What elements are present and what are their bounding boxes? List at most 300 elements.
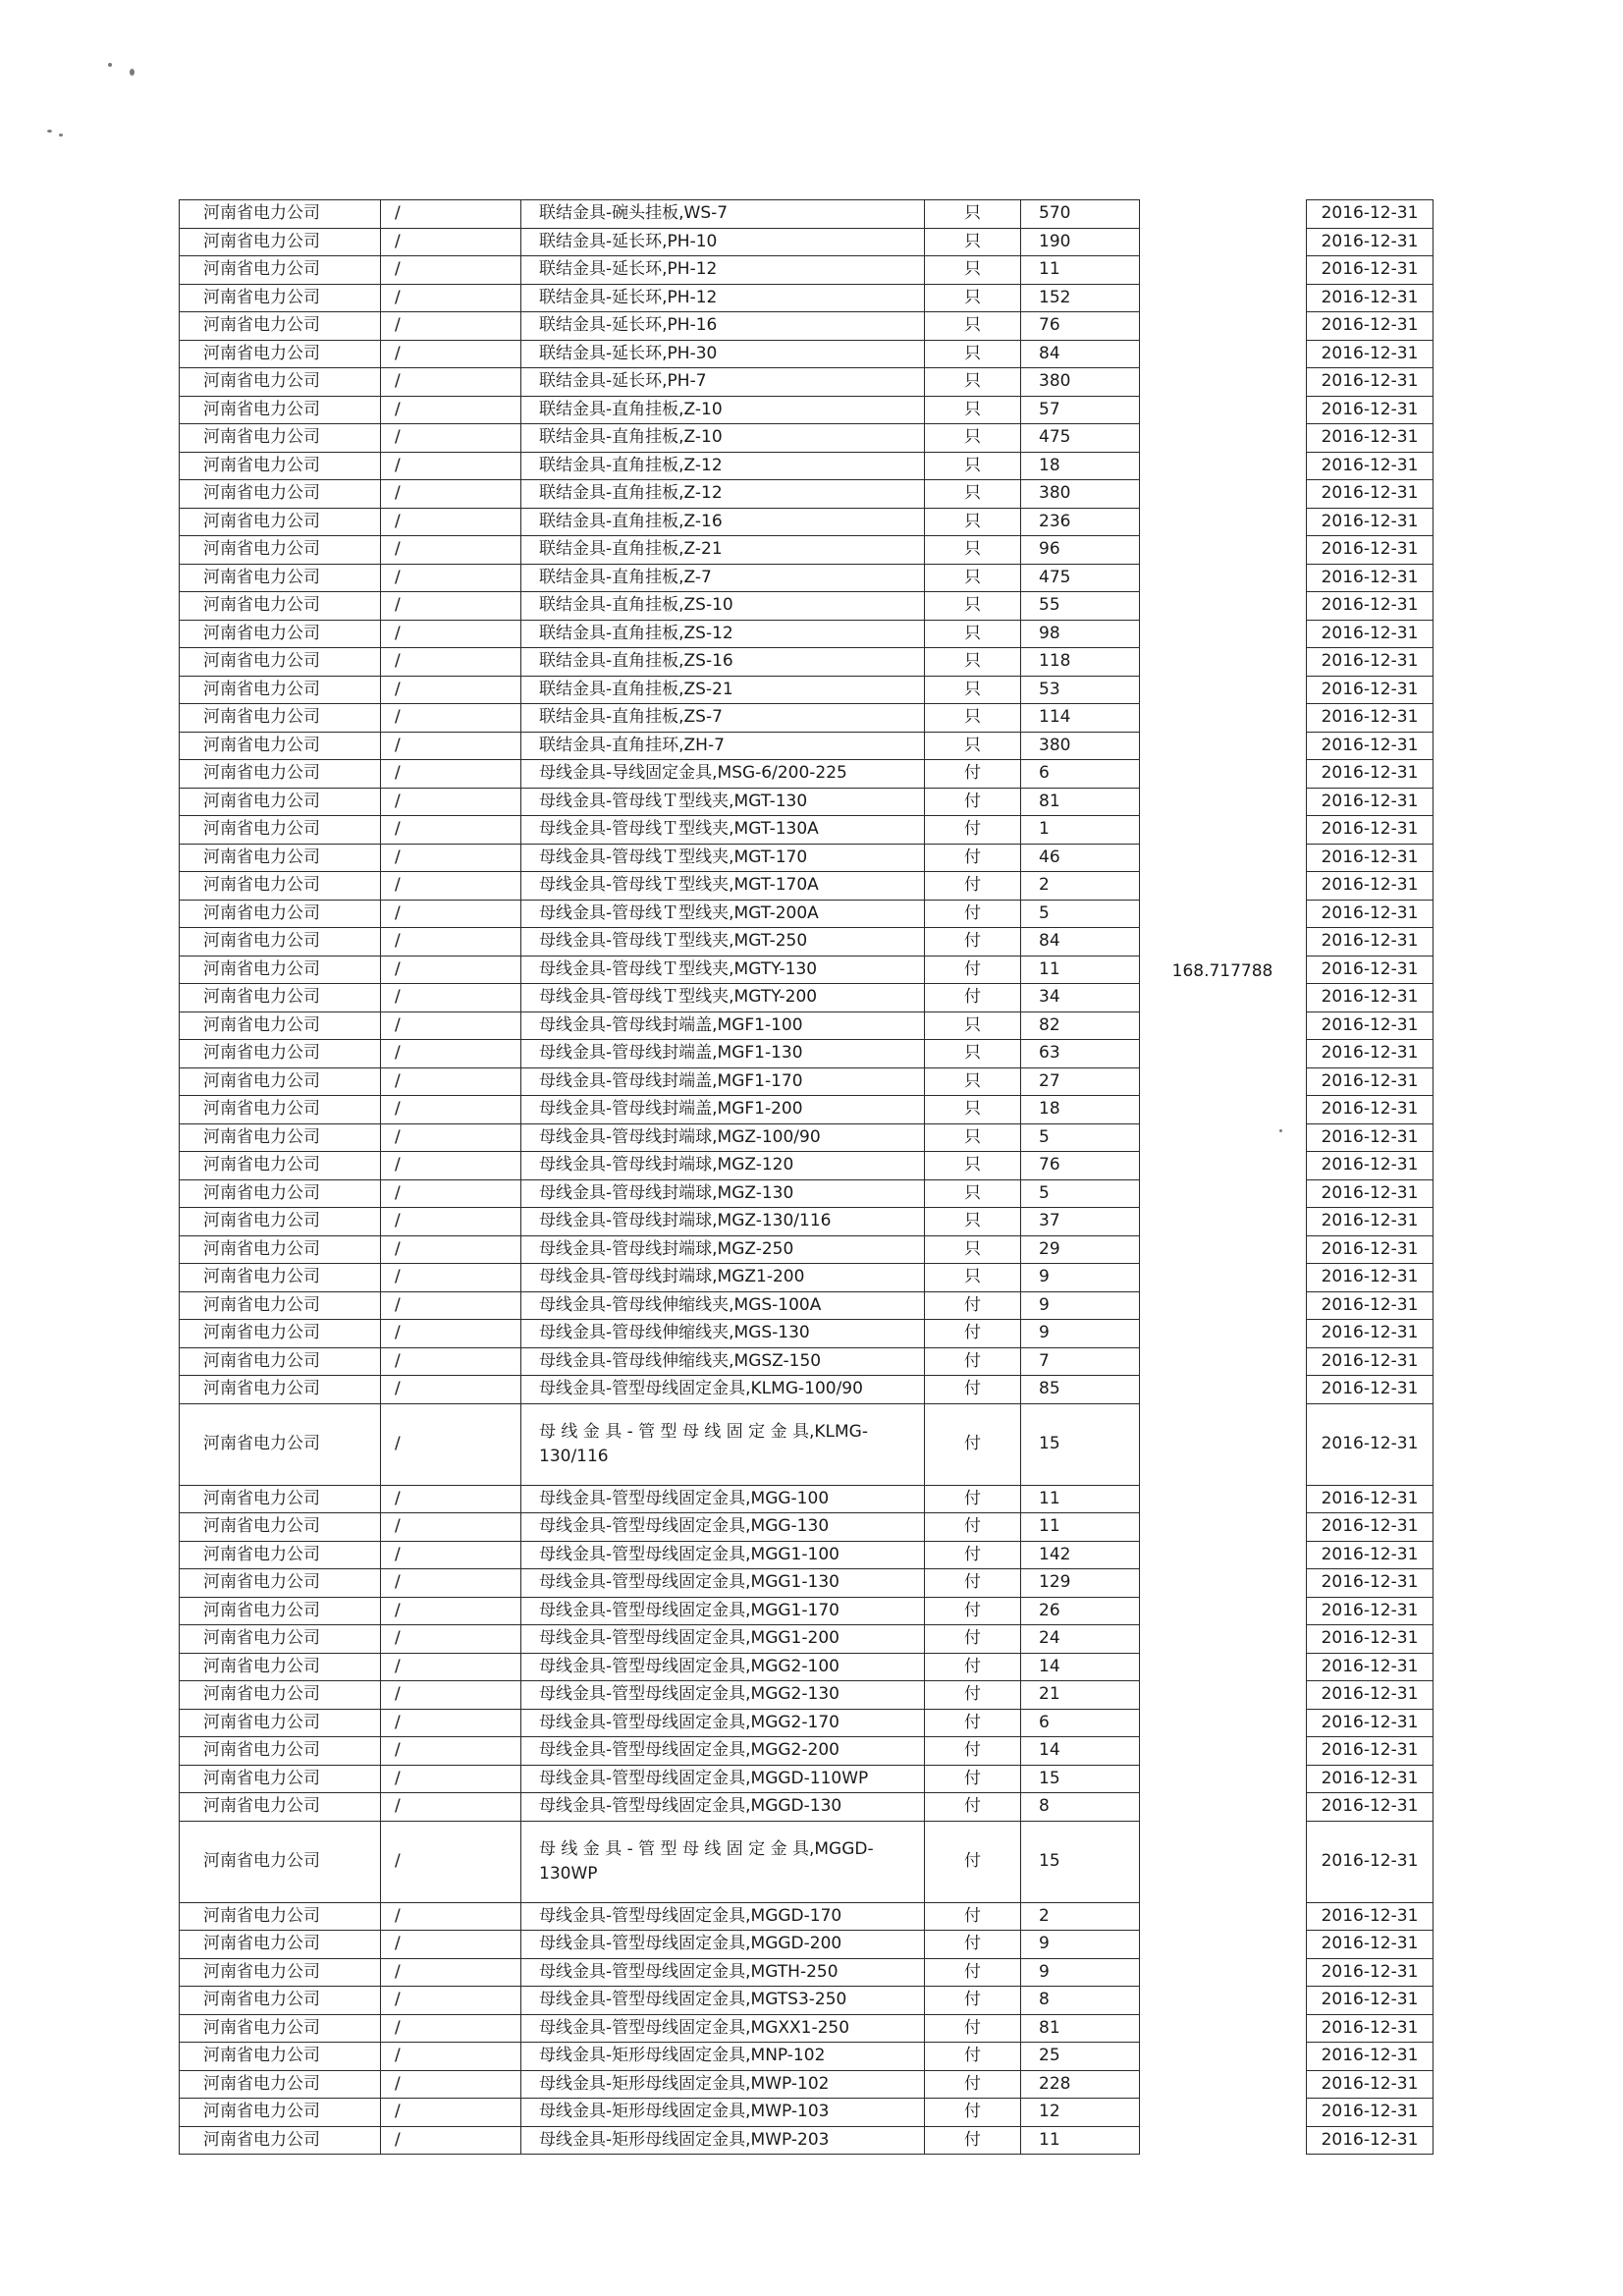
date-row bbox=[1307, 284, 1434, 312]
date-row bbox=[1307, 1067, 1434, 1096]
material-desc-cell: 母线金具-管型母线固定金具,MGG2-130 bbox=[521, 1681, 925, 1710]
unit-cell: 只 bbox=[925, 704, 1021, 733]
material-desc-cell: 母线金具-管型母线固定金具,MGGD-130 bbox=[521, 1793, 925, 1822]
unit-cell: 付 bbox=[925, 1569, 1021, 1598]
quantity-cell: 9 bbox=[1021, 1264, 1140, 1292]
quantity-cell: 114 bbox=[1021, 704, 1140, 733]
table-row bbox=[180, 1793, 1140, 1822]
org-cell: 河南省电力公司 bbox=[180, 872, 381, 901]
date-row bbox=[1307, 648, 1434, 677]
material-desc-cell: 母线金具-管型母线固定金具,MGGD-110WP bbox=[521, 1765, 925, 1793]
table-row bbox=[180, 228, 1140, 256]
material-desc-cell: 母线金具-管母线Ｔ型线夹,MGT-200A bbox=[521, 900, 925, 928]
date-row bbox=[1307, 1987, 1434, 2015]
slash-cell: / bbox=[381, 200, 521, 229]
table-row bbox=[180, 1123, 1140, 1152]
date-row bbox=[1307, 2126, 1434, 2155]
scan-speck bbox=[1279, 1129, 1282, 1132]
quantity-cell: 190 bbox=[1021, 228, 1140, 256]
unit-cell: 只 bbox=[925, 564, 1021, 592]
date-cell: 2016-12-31 bbox=[1307, 1653, 1434, 1681]
table-row bbox=[180, 788, 1140, 816]
quantity-cell: 475 bbox=[1021, 424, 1140, 453]
slash-cell: / bbox=[381, 1235, 521, 1264]
date-cell: 2016-12-31 bbox=[1307, 1235, 1434, 1264]
org-cell: 河南省电力公司 bbox=[180, 844, 381, 872]
date-cell: 2016-12-31 bbox=[1307, 1264, 1434, 1292]
org-cell: 河南省电力公司 bbox=[180, 1403, 381, 1485]
table-row bbox=[180, 1067, 1140, 1096]
date-cell: 2016-12-31 bbox=[1307, 256, 1434, 285]
date-cell: 2016-12-31 bbox=[1307, 228, 1434, 256]
org-cell: 河南省电力公司 bbox=[180, 816, 381, 845]
slash-cell: / bbox=[381, 1403, 521, 1485]
table-row bbox=[180, 200, 1140, 229]
date-cell: 2016-12-31 bbox=[1307, 1040, 1434, 1068]
unit-cell: 付 bbox=[925, 1902, 1021, 1931]
slash-cell: / bbox=[381, 1485, 521, 1513]
table-row bbox=[180, 2099, 1140, 2127]
date-cell: 2016-12-31 bbox=[1307, 1958, 1434, 1987]
table-row bbox=[180, 732, 1140, 760]
material-desc-cell: 母线金具-管型母线固定金具,MGGD-200 bbox=[521, 1931, 925, 1959]
date-cell: 2016-12-31 bbox=[1307, 2043, 1434, 2071]
date-row bbox=[1307, 1264, 1434, 1292]
table-row bbox=[180, 1931, 1140, 1959]
date-row bbox=[1307, 1597, 1434, 1625]
unit-cell: 只 bbox=[925, 200, 1021, 229]
date-row bbox=[1307, 200, 1434, 229]
unit-cell: 只 bbox=[925, 592, 1021, 621]
table-row bbox=[180, 452, 1140, 480]
quantity-cell: 8 bbox=[1021, 1793, 1140, 1822]
quantity-cell: 27 bbox=[1021, 1067, 1140, 1096]
table-row bbox=[180, 872, 1140, 901]
unit-cell: 付 bbox=[925, 1793, 1021, 1822]
quantity-cell: 1 bbox=[1021, 816, 1140, 845]
date-cell: 2016-12-31 bbox=[1307, 536, 1434, 565]
date-row bbox=[1307, 1096, 1434, 1124]
quantity-cell: 475 bbox=[1021, 564, 1140, 592]
org-cell: 河南省电力公司 bbox=[180, 2099, 381, 2127]
table-row bbox=[180, 1569, 1140, 1598]
table-row bbox=[180, 1625, 1140, 1654]
table-row bbox=[180, 1179, 1140, 1208]
unit-cell: 只 bbox=[925, 228, 1021, 256]
slash-cell: / bbox=[381, 1011, 521, 1040]
org-cell: 河南省电力公司 bbox=[180, 256, 381, 285]
quantity-cell: 85 bbox=[1021, 1376, 1140, 1404]
date-cell: 2016-12-31 bbox=[1307, 1347, 1434, 1376]
quantity-cell: 98 bbox=[1021, 620, 1140, 648]
slash-cell: / bbox=[381, 564, 521, 592]
slash-cell: / bbox=[381, 536, 521, 565]
table-row bbox=[180, 900, 1140, 928]
material-desc-cell: 母 线 金 具 - 管 型 母 线 固 定 金 具,MGGD-130WP bbox=[521, 1821, 925, 1902]
slash-cell: / bbox=[381, 704, 521, 733]
quantity-cell: 2 bbox=[1021, 872, 1140, 901]
date-row bbox=[1307, 928, 1434, 957]
slash-cell: / bbox=[381, 2070, 521, 2099]
date-cell: 2016-12-31 bbox=[1307, 900, 1434, 928]
org-cell: 河南省电力公司 bbox=[180, 1625, 381, 1654]
date-cell: 2016-12-31 bbox=[1307, 1179, 1434, 1208]
date-row bbox=[1307, 2014, 1434, 2043]
quantity-cell: 9 bbox=[1021, 1958, 1140, 1987]
date-row bbox=[1307, 1793, 1434, 1822]
unit-cell: 付 bbox=[925, 760, 1021, 789]
quantity-cell: 152 bbox=[1021, 284, 1140, 312]
materials-table bbox=[179, 199, 1140, 2155]
date-cell: 2016-12-31 bbox=[1307, 508, 1434, 536]
org-cell: 河南省电力公司 bbox=[180, 1709, 381, 1737]
material-desc-cell: 母线金具-管型母线固定金具,MGG1-170 bbox=[521, 1597, 925, 1625]
date-cell: 2016-12-31 bbox=[1307, 1931, 1434, 1959]
table-row bbox=[180, 928, 1140, 957]
date-column-body bbox=[1307, 200, 1434, 2155]
date-cell: 2016-12-31 bbox=[1307, 1208, 1434, 1236]
date-cell: 2016-12-31 bbox=[1307, 620, 1434, 648]
date-row bbox=[1307, 704, 1434, 733]
org-cell: 河南省电力公司 bbox=[180, 1096, 381, 1124]
table-row bbox=[180, 1096, 1140, 1124]
org-cell: 河南省电力公司 bbox=[180, 2126, 381, 2155]
slash-cell: / bbox=[381, 284, 521, 312]
slash-cell: / bbox=[381, 1765, 521, 1793]
slash-cell: / bbox=[381, 1513, 521, 1542]
unit-cell: 只 bbox=[925, 1067, 1021, 1096]
slash-cell: / bbox=[381, 312, 521, 341]
date-row bbox=[1307, 1152, 1434, 1180]
table-row bbox=[180, 1653, 1140, 1681]
unit-cell: 只 bbox=[925, 312, 1021, 341]
slash-cell: / bbox=[381, 1347, 521, 1376]
date-row bbox=[1307, 592, 1434, 621]
unit-cell: 付 bbox=[925, 1320, 1021, 1348]
material-desc-cell: 母线金具-管母线伸缩线夹,MGS-130 bbox=[521, 1320, 925, 1348]
unit-price-value: 168.717788 bbox=[1171, 961, 1273, 981]
scan-speck bbox=[59, 134, 63, 137]
table-row bbox=[180, 480, 1140, 509]
quantity-cell: 9 bbox=[1021, 1931, 1140, 1959]
material-desc-cell: 母线金具-管母线Ｔ型线夹,MGTY-130 bbox=[521, 956, 925, 984]
org-cell: 河南省电力公司 bbox=[180, 452, 381, 480]
material-desc-cell: 母线金具-管型母线固定金具,MGG-100 bbox=[521, 1485, 925, 1513]
material-desc-cell: 联结金具-直角挂板,ZS-7 bbox=[521, 704, 925, 733]
date-cell: 2016-12-31 bbox=[1307, 1597, 1434, 1625]
material-desc-cell: 母线金具-管母线封端球,MGZ-130 bbox=[521, 1179, 925, 1208]
date-row bbox=[1307, 2043, 1434, 2071]
material-desc-cell: 母线金具-矩形母线固定金具,MWP-103 bbox=[521, 2099, 925, 2127]
date-row bbox=[1307, 1291, 1434, 1320]
quantity-cell: 55 bbox=[1021, 592, 1140, 621]
org-cell: 河南省电力公司 bbox=[180, 760, 381, 789]
material-desc-cell: 母线金具-管母线Ｔ型线夹,MGT-170A bbox=[521, 872, 925, 901]
material-desc-cell: 母线金具-管型母线固定金具,MGG1-200 bbox=[521, 1625, 925, 1654]
date-cell: 2016-12-31 bbox=[1307, 928, 1434, 957]
unit-cell: 只 bbox=[925, 284, 1021, 312]
slash-cell: / bbox=[381, 1737, 521, 1766]
date-cell: 2016-12-31 bbox=[1307, 956, 1434, 984]
material-desc-cell: 母线金具-管母线伸缩线夹,MGSZ-150 bbox=[521, 1347, 925, 1376]
date-cell: 2016-12-31 bbox=[1307, 1737, 1434, 1766]
slash-cell: / bbox=[381, 1902, 521, 1931]
quantity-cell: 9 bbox=[1021, 1320, 1140, 1348]
material-desc-cell: 母线金具-管型母线固定金具,MGXX1-250 bbox=[521, 2014, 925, 2043]
date-row bbox=[1307, 2070, 1434, 2099]
date-cell: 2016-12-31 bbox=[1307, 1123, 1434, 1152]
org-cell: 河南省电力公司 bbox=[180, 1765, 381, 1793]
table-row bbox=[180, 1347, 1140, 1376]
unit-cell: 只 bbox=[925, 480, 1021, 509]
material-desc-cell: 母 线 金 具 - 管 型 母 线 固 定 金 具,KLMG-130/116 bbox=[521, 1403, 925, 1485]
material-desc-cell: 母线金具-管母线伸缩线夹,MGS-100A bbox=[521, 1291, 925, 1320]
date-row bbox=[1307, 1040, 1434, 1068]
date-row bbox=[1307, 1737, 1434, 1766]
date-cell: 2016-12-31 bbox=[1307, 732, 1434, 760]
date-row bbox=[1307, 1347, 1434, 1376]
material-desc-cell: 联结金具-延长环,PH-16 bbox=[521, 312, 925, 341]
table-row bbox=[180, 256, 1140, 285]
date-row bbox=[1307, 368, 1434, 397]
org-cell: 河南省电力公司 bbox=[180, 1208, 381, 1236]
material-desc-cell: 联结金具-延长环,PH-30 bbox=[521, 340, 925, 368]
quantity-cell: 9 bbox=[1021, 1291, 1140, 1320]
date-cell: 2016-12-31 bbox=[1307, 1793, 1434, 1822]
material-desc-cell: 联结金具-直角挂板,Z-7 bbox=[521, 564, 925, 592]
table-row bbox=[180, 592, 1140, 621]
quantity-cell: 46 bbox=[1021, 844, 1140, 872]
date-row bbox=[1307, 956, 1434, 984]
material-desc-cell: 母线金具-管母线封端盖,MGF1-170 bbox=[521, 1067, 925, 1096]
table-row bbox=[180, 1320, 1140, 1348]
material-desc-cell: 母线金具-管母线Ｔ型线夹,MGT-130 bbox=[521, 788, 925, 816]
org-cell: 河南省电力公司 bbox=[180, 1931, 381, 1959]
table-row bbox=[180, 984, 1140, 1012]
date-row bbox=[1307, 984, 1434, 1012]
quantity-cell: 11 bbox=[1021, 2126, 1140, 2155]
org-cell: 河南省电力公司 bbox=[180, 1958, 381, 1987]
date-row bbox=[1307, 788, 1434, 816]
date-cell: 2016-12-31 bbox=[1307, 284, 1434, 312]
material-desc-cell: 母线金具-管母线Ｔ型线夹,MGT-170 bbox=[521, 844, 925, 872]
table-row bbox=[180, 956, 1140, 984]
date-row bbox=[1307, 1821, 1434, 1902]
material-desc-cell: 母线金具-管母线封端盖,MGF1-100 bbox=[521, 1011, 925, 1040]
date-row bbox=[1307, 620, 1434, 648]
date-cell: 2016-12-31 bbox=[1307, 424, 1434, 453]
unit-cell: 付 bbox=[925, 1709, 1021, 1737]
date-cell: 2016-12-31 bbox=[1307, 564, 1434, 592]
quantity-cell: 14 bbox=[1021, 1653, 1140, 1681]
slash-cell: / bbox=[381, 1821, 521, 1902]
quantity-cell: 570 bbox=[1021, 200, 1140, 229]
scan-speck bbox=[130, 69, 135, 76]
date-row bbox=[1307, 1179, 1434, 1208]
table-row bbox=[180, 1765, 1140, 1793]
date-row bbox=[1307, 1958, 1434, 1987]
org-cell: 河南省电力公司 bbox=[180, 732, 381, 760]
org-cell: 河南省电力公司 bbox=[180, 704, 381, 733]
slash-cell: / bbox=[381, 1987, 521, 2015]
slash-cell: / bbox=[381, 1067, 521, 1096]
quantity-cell: 11 bbox=[1021, 1513, 1140, 1542]
material-desc-cell: 母线金具-管型母线固定金具,MGG2-100 bbox=[521, 1653, 925, 1681]
org-cell: 河南省电力公司 bbox=[180, 592, 381, 621]
table-row bbox=[180, 760, 1140, 789]
table-row bbox=[180, 312, 1140, 341]
slash-cell: / bbox=[381, 1096, 521, 1124]
table-row bbox=[180, 1821, 1140, 1902]
material-desc-cell: 母线金具-矩形母线固定金具,MNP-102 bbox=[521, 2043, 925, 2071]
org-cell: 河南省电力公司 bbox=[180, 312, 381, 341]
date-row bbox=[1307, 1902, 1434, 1931]
unit-cell: 只 bbox=[925, 1208, 1021, 1236]
material-desc-cell: 母线金具-管母线封端球,MGZ-120 bbox=[521, 1152, 925, 1180]
table-row bbox=[180, 2126, 1140, 2155]
date-row bbox=[1307, 2099, 1434, 2127]
unit-cell: 只 bbox=[925, 1264, 1021, 1292]
quantity-cell: 5 bbox=[1021, 1179, 1140, 1208]
date-row bbox=[1307, 1235, 1434, 1264]
table-row bbox=[180, 620, 1140, 648]
org-cell: 河南省电力公司 bbox=[180, 1541, 381, 1569]
quantity-cell: 14 bbox=[1021, 1737, 1140, 1766]
date-row bbox=[1307, 1569, 1434, 1598]
quantity-cell: 15 bbox=[1021, 1821, 1140, 1902]
slash-cell: / bbox=[381, 732, 521, 760]
date-cell: 2016-12-31 bbox=[1307, 1067, 1434, 1096]
quantity-cell: 63 bbox=[1021, 1040, 1140, 1068]
scan-speck bbox=[47, 130, 52, 133]
table-row bbox=[180, 396, 1140, 424]
quantity-cell: 57 bbox=[1021, 396, 1140, 424]
material-desc-cell: 联结金具-直角挂板,Z-12 bbox=[521, 452, 925, 480]
slash-cell: / bbox=[381, 788, 521, 816]
unit-cell: 付 bbox=[925, 2126, 1021, 2155]
date-row bbox=[1307, 1320, 1434, 1348]
date-row bbox=[1307, 452, 1434, 480]
table-row bbox=[180, 1987, 1140, 2015]
material-desc-cell: 母线金具-管母线Ｔ型线夹,MGT-130A bbox=[521, 816, 925, 845]
slash-cell: / bbox=[381, 984, 521, 1012]
quantity-cell: 18 bbox=[1021, 1096, 1140, 1124]
date-row bbox=[1307, 760, 1434, 789]
unit-cell: 付 bbox=[925, 1653, 1021, 1681]
material-desc-cell: 联结金具-直角挂板,ZS-21 bbox=[521, 676, 925, 704]
date-row bbox=[1307, 1931, 1434, 1959]
quantity-cell: 11 bbox=[1021, 956, 1140, 984]
material-desc-cell: 联结金具-直角挂板,Z-12 bbox=[521, 480, 925, 509]
org-cell: 河南省电力公司 bbox=[180, 1737, 381, 1766]
unit-cell: 付 bbox=[925, 1347, 1021, 1376]
unit-cell: 只 bbox=[925, 620, 1021, 648]
date-cell: 2016-12-31 bbox=[1307, 1541, 1434, 1569]
unit-cell: 付 bbox=[925, 2099, 1021, 2127]
date-cell: 2016-12-31 bbox=[1307, 340, 1434, 368]
date-cell: 2016-12-31 bbox=[1307, 1709, 1434, 1737]
date-cell: 2016-12-31 bbox=[1307, 592, 1434, 621]
slash-cell: / bbox=[381, 1040, 521, 1068]
quantity-cell: 129 bbox=[1021, 1569, 1140, 1598]
date-cell: 2016-12-31 bbox=[1307, 480, 1434, 509]
slash-cell: / bbox=[381, 368, 521, 397]
table-row bbox=[180, 1291, 1140, 1320]
date-cell: 2016-12-31 bbox=[1307, 1987, 1434, 2015]
date-cell: 2016-12-31 bbox=[1307, 1320, 1434, 1348]
slash-cell: / bbox=[381, 2126, 521, 2155]
material-desc-cell: 联结金具-直角挂板,Z-10 bbox=[521, 396, 925, 424]
quantity-cell: 11 bbox=[1021, 256, 1140, 285]
slash-cell: / bbox=[381, 1653, 521, 1681]
date-row bbox=[1307, 1011, 1434, 1040]
unit-cell: 只 bbox=[925, 1096, 1021, 1124]
quantity-cell: 84 bbox=[1021, 340, 1140, 368]
quantity-cell: 118 bbox=[1021, 648, 1140, 677]
table-row bbox=[180, 1208, 1140, 1236]
slash-cell: / bbox=[381, 1152, 521, 1180]
unit-cell: 只 bbox=[925, 452, 1021, 480]
slash-cell: / bbox=[381, 676, 521, 704]
slash-cell: / bbox=[381, 424, 521, 453]
table-row bbox=[180, 648, 1140, 677]
unit-cell: 付 bbox=[925, 2014, 1021, 2043]
date-row bbox=[1307, 508, 1434, 536]
quantity-cell: 25 bbox=[1021, 2043, 1140, 2071]
date-cell: 2016-12-31 bbox=[1307, 2126, 1434, 2155]
org-cell: 河南省电力公司 bbox=[180, 1681, 381, 1710]
unit-cell: 只 bbox=[925, 368, 1021, 397]
quantity-cell: 15 bbox=[1021, 1765, 1140, 1793]
slash-cell: / bbox=[381, 1958, 521, 1987]
org-cell: 河南省电力公司 bbox=[180, 1597, 381, 1625]
slash-cell: / bbox=[381, 1709, 521, 1737]
date-row bbox=[1307, 844, 1434, 872]
date-cell: 2016-12-31 bbox=[1307, 200, 1434, 229]
date-row bbox=[1307, 480, 1434, 509]
org-cell: 河南省电力公司 bbox=[180, 284, 381, 312]
org-cell: 河南省电力公司 bbox=[180, 1320, 381, 1348]
date-cell: 2016-12-31 bbox=[1307, 2014, 1434, 2043]
unit-cell: 只 bbox=[925, 1123, 1021, 1152]
date-row bbox=[1307, 1541, 1434, 1569]
unit-cell: 付 bbox=[925, 816, 1021, 845]
table-row bbox=[180, 1681, 1140, 1710]
unit-cell: 付 bbox=[925, 1376, 1021, 1404]
date-row bbox=[1307, 872, 1434, 901]
unit-cell: 付 bbox=[925, 984, 1021, 1012]
table-row bbox=[180, 340, 1140, 368]
slash-cell: / bbox=[381, 480, 521, 509]
unit-cell: 付 bbox=[925, 1931, 1021, 1959]
table-row bbox=[180, 2070, 1140, 2099]
date-row bbox=[1307, 1765, 1434, 1793]
material-desc-cell: 母线金具-矩形母线固定金具,MWP-102 bbox=[521, 2070, 925, 2099]
quantity-cell: 24 bbox=[1021, 1625, 1140, 1654]
date-cell: 2016-12-31 bbox=[1307, 368, 1434, 397]
date-cell: 2016-12-31 bbox=[1307, 704, 1434, 733]
date-row bbox=[1307, 1403, 1434, 1485]
material-desc-cell: 母线金具-管母线封端盖,MGF1-200 bbox=[521, 1096, 925, 1124]
unit-cell: 付 bbox=[925, 1821, 1021, 1902]
table-row bbox=[180, 564, 1140, 592]
quantity-cell: 37 bbox=[1021, 1208, 1140, 1236]
slash-cell: / bbox=[381, 1681, 521, 1710]
org-cell: 河南省电力公司 bbox=[180, 1152, 381, 1180]
quantity-cell: 380 bbox=[1021, 368, 1140, 397]
table-row bbox=[180, 1376, 1140, 1404]
unit-cell: 只 bbox=[925, 1179, 1021, 1208]
